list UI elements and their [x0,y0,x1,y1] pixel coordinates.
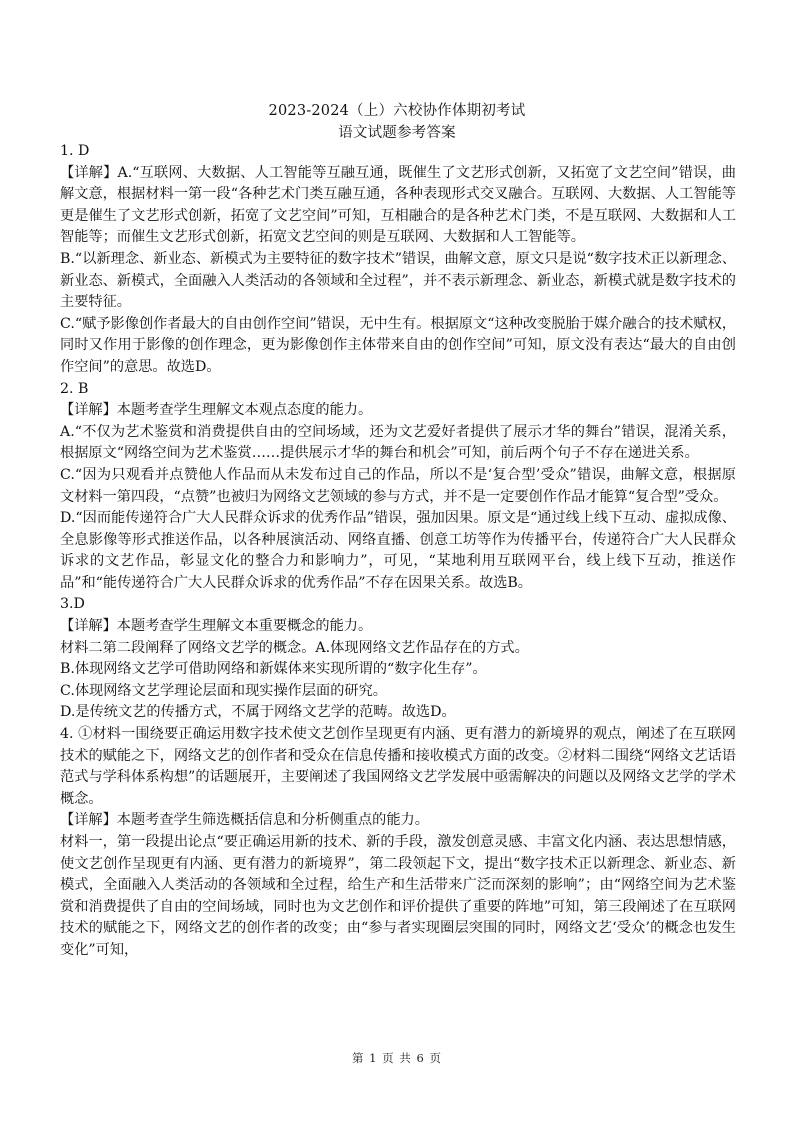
explanation-paragraph: 材料一，第一段提出论点“要正确运用新的技术、新的手段，激发创意灵感、丰富文化内涵、表达思想情感，使文艺创作呈现更有内涵、更有潜力的新境界”，第二段领起下文，提出“数字技术正以新理念、新业态、新模式，全面融入人类活动的各领域和全过程，给生产和生活带来广泛而深刻的影响”；由“网络空间为艺术鉴赏和消费提供了自由的空间场域，同时也为文艺创作和评价提供了重要的阵地”可知，第三段阐述了在互联网技术的赋能之下，网络文艺的创作者的改变；由“参与者实现圈层突围的同时，网络文艺‘受众’的概念也发生变化”可知， [60,834,736,958]
explanation-paragraph: B.“以新理念、新业态、新模式为主要特征的数字技术”错误，曲解文意，原文只是说“数字技术正以新理念、新业态、新模式，全面融入人类活动的各领域和全过程”，并不表示新理念、新业态，新模式就是数字技术的主要特征。 [60,250,736,311]
document-subtitle: 语文试题参考答案 [338,125,456,141]
explanation-paragraph: C.体现网络文艺学理论层面和现实操作层面的研究。 [60,682,387,699]
explanation-paragraph: 材料二第二段阐释了网络文艺学的概念。A.体现网络文艺作品存在的方式。 [60,639,529,656]
document-title: 2023-2024（上）六校协作体期初考试 [268,103,526,119]
explanation-paragraph: C.“赋予影像创作者最大的自由创作空间”错误，无中生有。根据原文“这种改变脱胎于媒介融合的技术赋权，同时又作用于影像的创作理念，更为影像创作主体带来自由的创作空间”可知，原文没有表达“最大的自由创作空间”的意思。故选D。 [60,315,736,375]
explanation-paragraph: 【详解】A.“互联网、大数据、人工智能等互融互通，既催生了文艺形式创新，又拓宽了文艺空间”错误，曲解文意，根据材料一第一段“各种艺术门类互融互通，各种表现形式交叉融合。互联网、大数据、人工智能等更是催生了文艺形式创新，拓宽了文艺空间”可知，互相融合的是各种艺术门类，不是互联网、大数据和人工智能等；而催生文艺形式创新，拓宽文艺空间的则是互联网、大数据和人工智能等。 [60,164,736,246]
explanation-paragraph: A.“不仅为艺术鉴赏和消费提供自由的空间场域，还为文艺爱好者提供了展示才华的舞台”错误，混淆关系，根据原文“网络空间为艺术鉴赏……提供展示才华的舞台和机会”可知，前后两个句子不存在递进关系。 [60,423,736,462]
explanation-paragraph: 【详解】本题考查学生理解文本观点态度的能力。 [60,402,373,419]
page-footer: 第 1 页 共 6 页 [352,1051,442,1065]
explanation-paragraph: C.“因为只观看并点赞他人作品而从未发布过自己的作品，所以不是‘复合型’受众”错误，曲解文意，根据原文材料一第四段，“点赞”也被归为网络文艺领域的参与方式，并不是一定要创作作品才能算“复合型”受众。 [60,466,736,505]
answer-body [60,141,736,962]
explanation-paragraph: 【详解】本题考查学生理解文本重要概念的能力。 [60,618,373,635]
answer-number: 3.D [60,596,85,613]
explanation-paragraph: D.“因而能传递符合广大人民群众诉求的优秀作品”错误，强加因果。原文是“通过线上线下互动、虚拟成像、全息影像等形式推送作品，以各种展演活动、网络直播、创意工坊等作为传播平台，传递符合广大人民群众诉求的文艺作品，彰显文化的整合力和影响力”，可见，“某地利用互联网平台，线上线下互动，推送作品”和“能传递符合广大人民群众诉求的优秀作品”不存在因果关系。故选B。 [60,510,736,591]
answer-number: 2. B [60,380,89,397]
explanation-paragraph: D.是传统文艺的传播方式，不属于网络文艺学的范畴。故选D。 [60,704,456,721]
explanation-paragraph: 【详解】本题考查学生筛选概括信息和分析侧重点的能力。 [60,812,429,829]
explanation-paragraph: B.体现网络文艺学可借助网络和新媒体来实现所谓的“数字化生存”。 [60,661,487,678]
answer-number: 1. D [60,143,90,159]
answer-paragraph: 4. ①材料一围绕要正确运用数字技术使文艺创作呈现更有内涵、更有潜力的新境界的观点，阐述了在互联网技术的赋能之下，网络文艺的创作者和受众在信息传播和接收模式方面的改变。②材料二围绕“网络文艺话语范式与学科体系构想”的话题展开，主要阐述了我国网络文艺学发展中亟需解决的问题以及网络文艺学的学术概念。 [60,726,736,807]
